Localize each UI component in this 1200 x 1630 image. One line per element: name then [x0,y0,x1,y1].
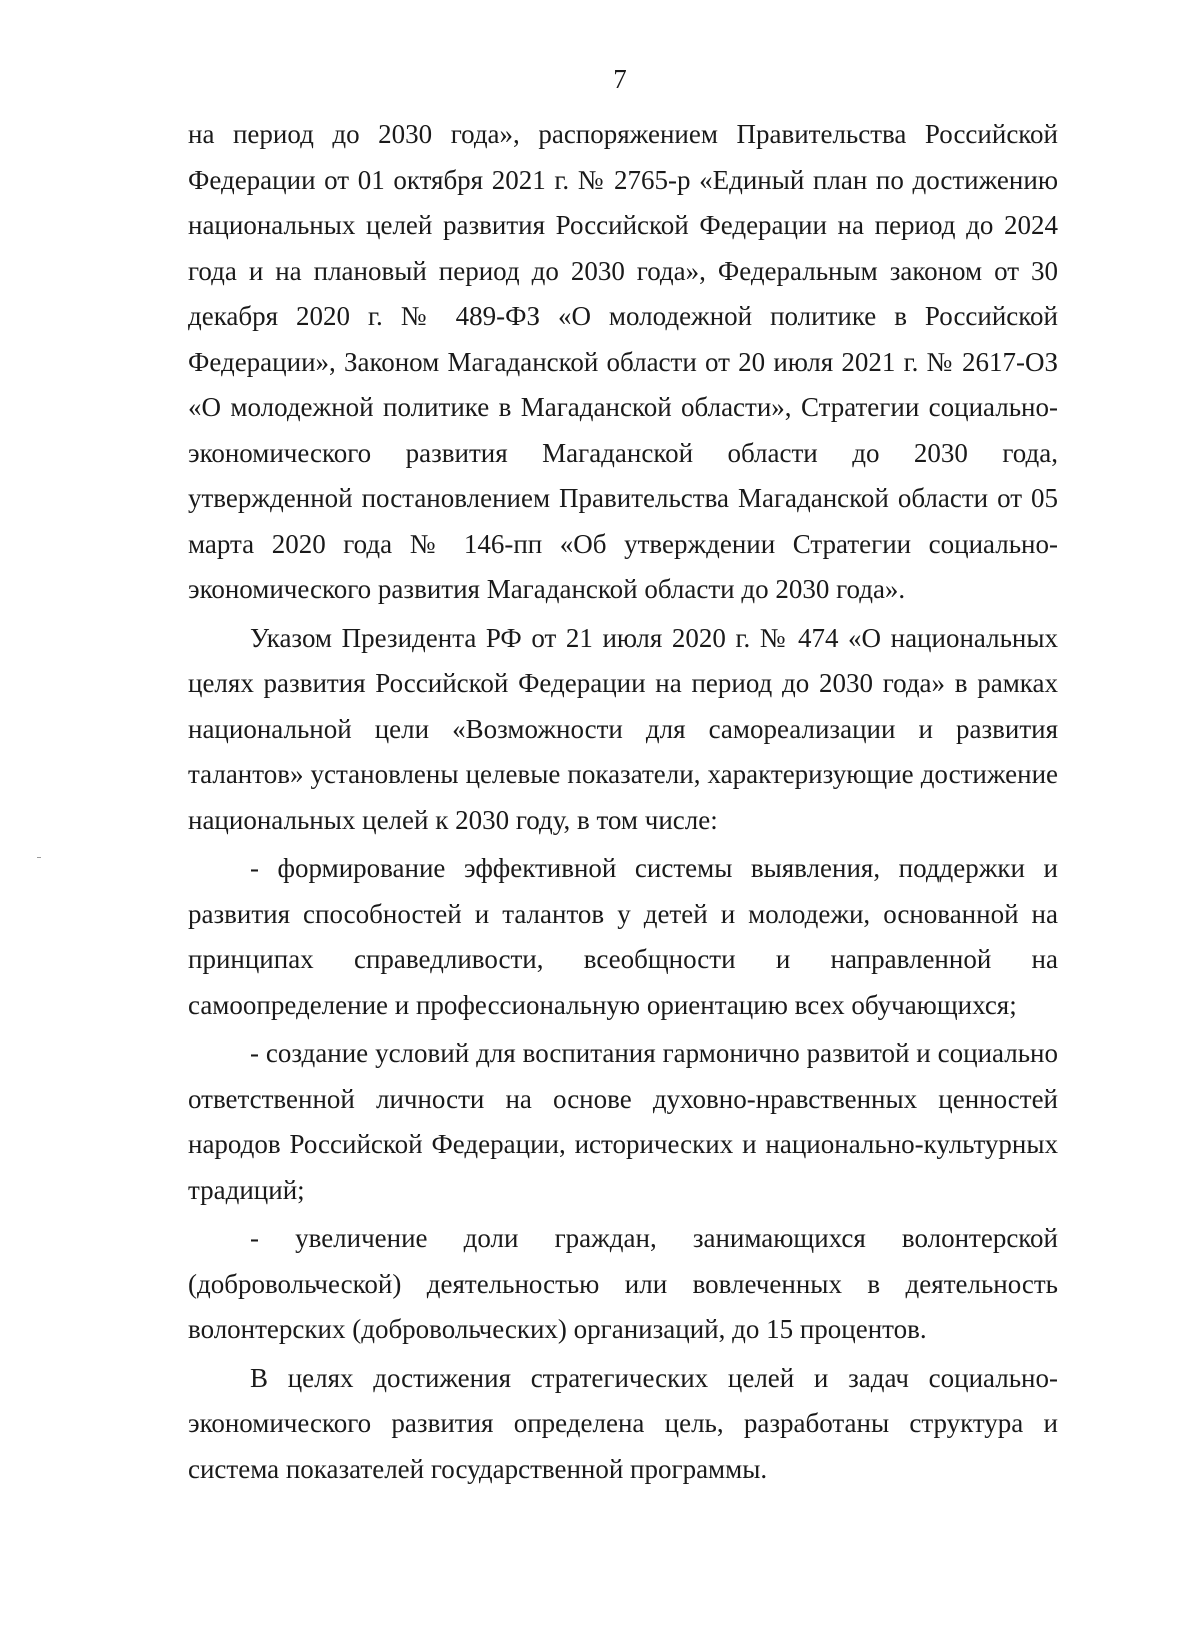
page-number: 7 [613,64,627,94]
scan-margin-mark [37,857,41,858]
document-body [188,112,1058,1492]
list-item-volunteering: - увеличение доли граждан, занимающихся волонтерской (добровольческой) деятельностью или вовлеченных в деятельность волонтерских (добровольческих) организаций, до 15 процентов. [188,1223,1058,1344]
paragraph-presidential-decree: Указом Президента РФ от 21 июля 2020 г. № 474 «О национальных целях развития Российской Федерации на период до 2030 года» в рамках национальной цели «Возможности для самореализации и развития талантов» установлены целевые показатели, характеризующие достижение национальных целей к 2030 году, в том числе: [188,622,1058,835]
list-item-education: - создание условий для воспитания гармонично развитой и социально ответственной личности на основе духовно-нравственных ценностей народов Российской Федерации, исторических и национально-культурных традиций; [188,1038,1058,1205]
paragraph-continuation: на период до 2030 года», распоряжением Правительства Российской Федерации от 01 октября 2021 г. № 2765-р «Единый план по достижению национальных целей развития Российской Федерации на период до 2024 года и на плановый период до 2030 года», Федеральным законом от 30 декабря 2020 г. № 489-ФЗ «О молодежной политике в Российской Федерации», Законом Магаданской области от 20 июля 2021 г. № 2617-ОЗ «О молодежной политике в Магаданской области», Стратегии социально-экономического развития Магаданской области до 2030 года, утвержденной постановлением Правительства Магаданской области от 05 марта 2020 года № 146-пп «Об утверждении Стратегии социально-экономического развития Магаданской области до 2030 года». [188,119,1058,604]
paragraph-program-goals: В целях достижения стратегических целей и задач социально-экономического развития определена цель, разработаны структура и система показателей государственной программы. [188,1362,1058,1484]
list-item-talents: - формирование эффективной системы выявления, поддержки и развития способностей и талантов у детей и молодежи, основанной на принципах справедливости, всеобщности и направленной на самоопределение и профессиональную ориентацию всех обучающихся; [188,853,1058,1020]
